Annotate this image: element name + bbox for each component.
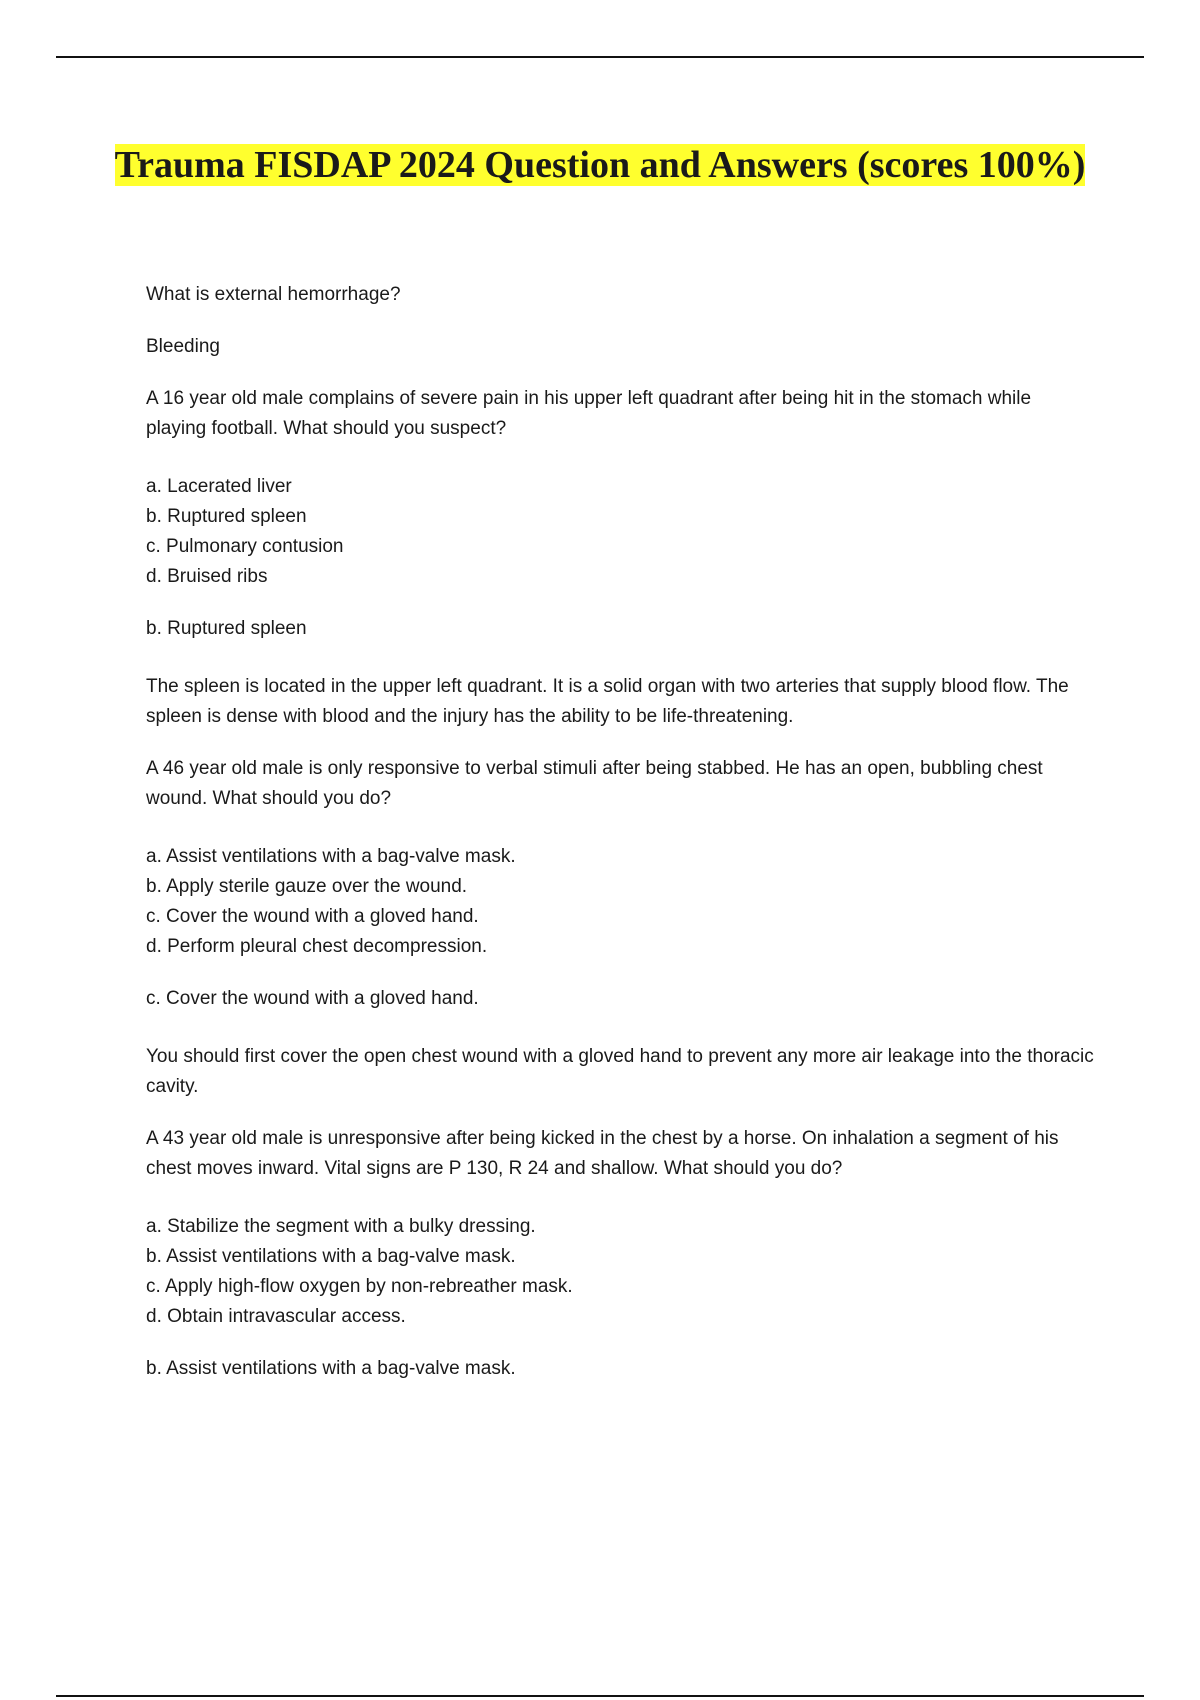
option-4c: c. Apply high-flow oxygen by non-rebreather mask.: [146, 1276, 573, 1297]
option-2d: d. Bruised ribs: [146, 566, 268, 587]
explanation-2: The spleen is located in the upper left quadrant. It is a solid organ with two arteries that supply blood flow. The spleen is dense with blood and the injury has the ability to be life-threatening.: [146, 676, 1069, 727]
option-3a: a. Assist ventilations with a bag-valve mask.: [146, 846, 516, 867]
options-4: [146, 1212, 1096, 1332]
question-4: A 43 year old male is unresponsive after being kicked in the chest by a horse. On inhalation a segment of his chest moves inward. Vital signs are P 130, R 24 and shallow. What should you do?: [146, 1128, 1059, 1179]
document-body: [146, 280, 1096, 1406]
option-2a: a. Lacerated liver: [146, 476, 292, 497]
answer-1: Bleeding: [146, 336, 220, 357]
options-2: [146, 472, 1096, 592]
question-1: What is external hemorrhage?: [146, 284, 401, 305]
options-3: [146, 842, 1096, 962]
question-3: A 46 year old male is only responsive to verbal stimuli after being stabbed. He has an open, bubbling chest wound. What should you do?: [146, 758, 1043, 809]
option-2b: b. Ruptured spleen: [146, 506, 307, 527]
document-title: [100, 140, 1100, 190]
bottom-rule: [56, 1695, 1144, 1697]
answer-4: b. Assist ventilations with a bag-valve mask.: [146, 1358, 516, 1379]
option-4d: d. Obtain intravascular access.: [146, 1306, 406, 1327]
option-4b: b. Assist ventilations with a bag-valve mask.: [146, 1246, 516, 1267]
option-2c: c. Pulmonary contusion: [146, 536, 344, 557]
option-3d: d. Perform pleural chest decompression.: [146, 936, 488, 957]
answer-3: c. Cover the wound with a gloved hand.: [146, 988, 479, 1009]
top-rule: [56, 56, 1144, 58]
option-4a: a. Stabilize the segment with a bulky dressing.: [146, 1216, 536, 1237]
question-2: A 16 year old male complains of severe pain in his upper left quadrant after being hit in the stomach while playing football. What should you suspect?: [146, 388, 1032, 439]
title-highlight: Trauma FISDAP 2024 Question and Answers (scores 100%): [114, 144, 1086, 186]
explanation-3: You should first cover the open chest wound with a gloved hand to prevent any more air leakage into the thoracic cavity.: [146, 1046, 1094, 1097]
answer-2: b. Ruptured spleen: [146, 618, 307, 639]
option-3b: b. Apply sterile gauze over the wound.: [146, 876, 468, 897]
option-3c: c. Cover the wound with a gloved hand.: [146, 906, 479, 927]
